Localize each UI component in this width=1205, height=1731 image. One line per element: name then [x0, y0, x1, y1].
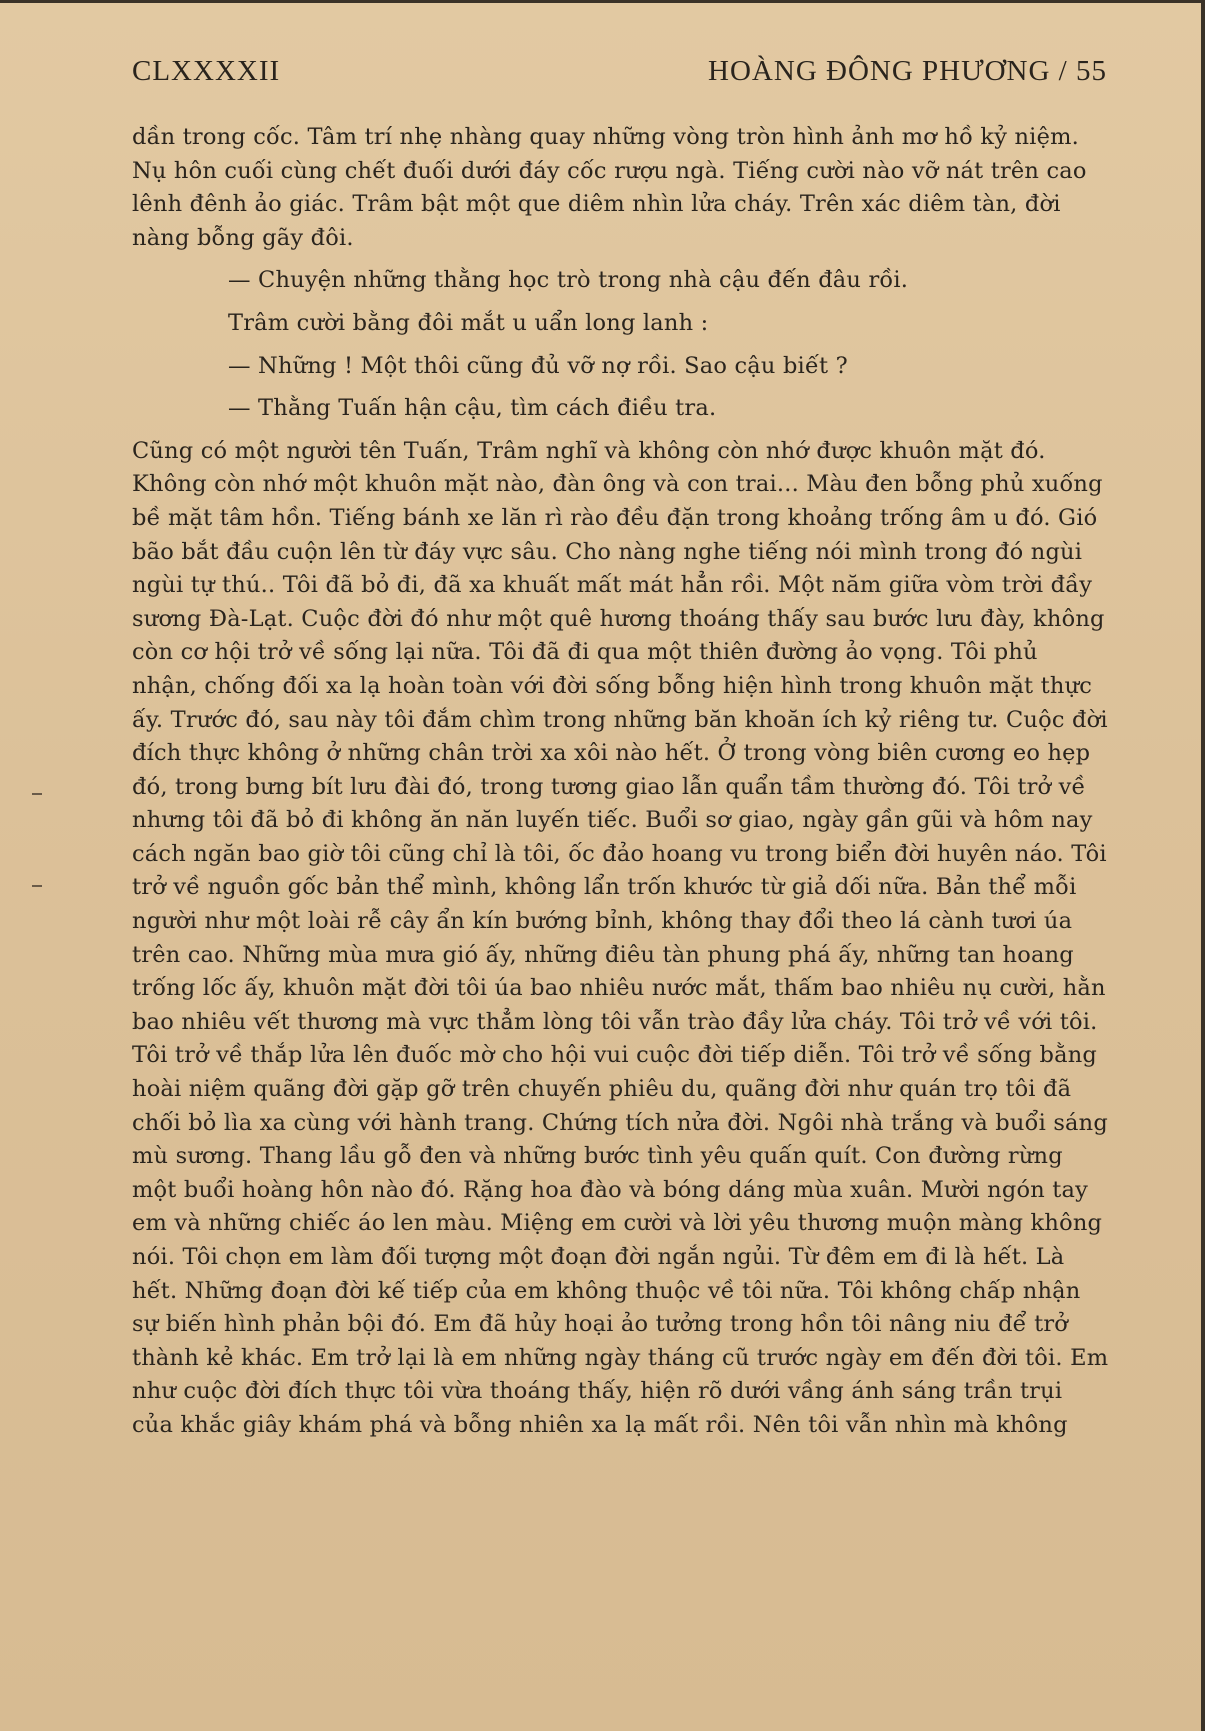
running-header: [132, 55, 1107, 95]
page-body: [132, 121, 1110, 1443]
margin-mark: [32, 885, 42, 887]
paragraph-continuation: dần trong cốc. Tâm trí nhẹ nhàng quay những vòng tròn hình ảnh mơ hồ kỷ niệm. Nụ hôn cuối cùng chết đuối dưới đáy cốc rượu ngà. Tiếng cười nào vỡ nát trên cao lênh đênh ảo giác. Trâm bật một que diêm nhìn lửa cháy. Trên xác diêm tàn, đời nàng bỗng gãy đôi.: [132, 124, 1087, 251]
dialogue-line: — Chuyện những thằng học trò trong nhà cậu đến đâu rồi.: [228, 267, 909, 294]
chapter-number: CLXXXXII: [132, 55, 281, 87]
author-and-page-number: HOÀNG ĐÔNG PHƯƠNG / 55: [708, 55, 1107, 87]
paragraph-main: Cũng có một người tên Tuấn, Trâm nghĩ và không còn nhớ được khuôn mặt đó. Không còn nhớ một khuôn mặt nào, đàn ông và con trai... Màu đen bỗng phủ xuống bề mặt tâm hồn. Tiếng bánh xe lăn rì rào đều đặn trong khoảng trống âm u đó. Gió bão bắt đầu cuộn lên từ đáy vực sâu. Cho nàng nghe tiếng nói mình trong đó ngùi ngùi tự thú.. Tôi đã bỏ đi, đã xa khuất mất mát hẳn rồi. Một năm giữa vòm trời đầy sương Đà-Lạt. Cuộc đời đó như một quê hương thoáng thấy sau bước lưu đày, không còn cơ hội trở về sống lại nữa. Tôi đã đi qua một thiên đường ảo vọng. Tôi phủ nhận, chống đối xa lạ hoàn toàn với đời sống bỗng hiện hình trong khuôn mặt thực ấy. Trước đó, sau này tôi đắm chìm trong những băn khoăn ích kỷ riêng tư. Cuộc đời đích thực không ở những chân trời xa xôi nào hết. Ở trong vòng biên cương eo hẹp đó, trong bưng bít lưu đài đó, trong tương giao lẫn quẩn tầm thường đó. Tôi trở về nhưng tôi đã bỏ đi không ăn năn luyến tiếc. Buổi sơ giao, ngày gần gũi và hôm nay cách ngăn bao giờ tôi cũng chỉ là tôi, ốc đảo hoang vu trong biển đời huyên náo. Tôi trở về nguồn gốc bản thể mình, không lẩn trốn khước từ giả dối nữa. Bản thể mỗi người như một loài rễ cây ẩn kín bướng bỉnh, không thay đổi theo lá cành tươi úa trên cao. Những mùa mưa gió ấy, những điêu tàn phung phá ấy, những tan hoang trống lốc ấy, khuôn mặt đời tôi úa bao nhiêu nước mắt, thấm bao nhiêu nụ cười, hằn bao nhiêu vết thương mà vực thẳm lòng tôi vẫn trào đầy lửa cháy. Tôi trở về với tôi. Tôi trở về thắp lửa lên đuốc mờ cho hội vui cuộc đời tiếp diễn. Tôi trở về sống bằng hoài niệm quãng đời gặp gỡ trên chuyến phiêu du, quãng đời như quán trọ tôi đã chối bỏ lìa xa cùng với hành trang. Chứng tích nửa đời. Ngôi nhà trắng và buổi sáng mù sương. Thang lầu gỗ đen và những bước tình yêu quấn quít. Con đường rừng một buổi hoàng hôn nào đó. Rặng hoa đào và bóng dáng mùa xuân. Mười ngón tay em và những chiếc áo len màu. Miệng em cười và lời yêu thương muộn màng không nói. Tôi chọn em làm đối tượng một đoạn đời ngắn ngủi. Từ đêm em đi là hết. Là hết. Những đoạn đời kế tiếp của em không thuộc về tôi nữa. Tôi không chấp nhận sự biến hình phản bội đó. Em đã hủy hoại ảo tưởng trong hồn tôi nâng niu để trở thành kẻ khác. Em trở lại là em những ngày tháng cũ trước ngày em đến đời tôi. Em như cuộc đời đích thực tôi vừa thoáng thấy, hiện rõ dưới vầng ánh sáng trần trụi của khắc giây khám phá và bỗng nhiên xa lạ mất rồi. Nên tôi vẫn nhìn mà không: [132, 437, 1109, 1438]
dialogue-line: — Những ! Một thôi cũng đủ vỡ nợ rồi. Sao cậu biết ?: [228, 352, 848, 379]
dialogue-line: — Thằng Tuấn hận cậu, tìm cách điều tra.: [228, 395, 717, 422]
margin-mark: [32, 793, 42, 795]
narration-line: Trâm cười bằng đôi mắt u uẩn long lanh :: [228, 309, 709, 336]
